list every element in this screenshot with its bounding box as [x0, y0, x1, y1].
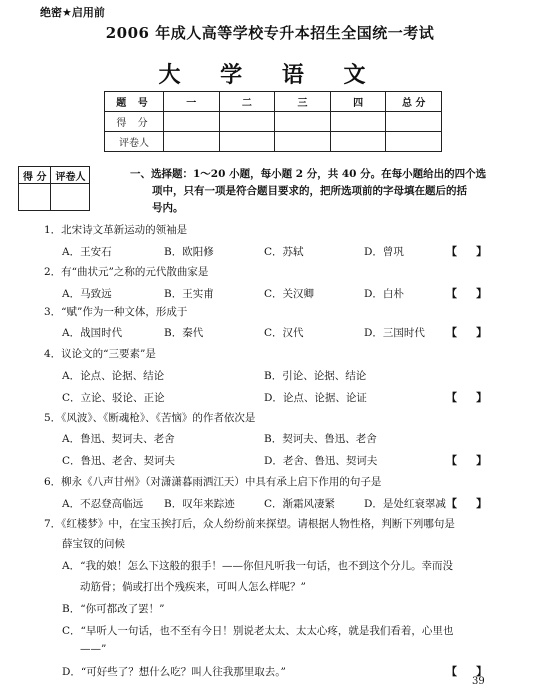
- score-cell: [275, 132, 331, 152]
- option-c: C．渐霜风凄紧: [264, 498, 336, 510]
- option-c: C．“早听人一句话，也不至有今日！别说老太太、太太心疼，就是我们看着，心里也: [62, 625, 454, 637]
- instruction-line: 项中，只有一项是符合题目要求的，把所选项前的字母填在题后的括: [152, 185, 467, 197]
- option-a-cont: 动筋骨；倘或打出个残疾来，可叫人怎么样呢？”: [80, 581, 306, 593]
- score-header-cell: 总 分: [386, 92, 442, 112]
- option-a: A．马致远: [62, 288, 112, 300]
- page-number: 39: [472, 676, 485, 687]
- section-instructions: [130, 166, 500, 217]
- question-stem: 5．《风波》、《断魂枪》、《苦恼》的作者依次是: [44, 412, 256, 424]
- question-stem: 2．有“曲状元”之称的元代散曲家是: [44, 266, 209, 278]
- answer-bracket[interactable]: 【 】: [446, 497, 488, 510]
- option-a: A．论点、论据、结论: [62, 370, 165, 382]
- option-d: D．是处红衰翠减: [364, 498, 446, 510]
- option-b: B．“你可都改了罢！”: [62, 603, 165, 615]
- option-d: D．论点、论据、论证: [264, 392, 367, 404]
- answer-bracket[interactable]: 【 】: [446, 245, 488, 258]
- question-stem: 4．议论文的“三要素”是: [44, 348, 156, 360]
- score-cell: [275, 112, 331, 132]
- option-d: D．“可好些了？想什么吃？叫人往我那里取去。”: [62, 666, 286, 678]
- score-cell: [219, 132, 275, 152]
- option-b: B．欧阳修: [164, 246, 214, 258]
- score-cell: [386, 112, 442, 132]
- answer-bracket[interactable]: 【 】: [446, 391, 488, 404]
- question-stem-cont: 薛宝钗的问候: [62, 538, 125, 550]
- option-c: C．苏轼: [264, 246, 304, 258]
- score-table-row: [105, 132, 442, 152]
- exam-title: 2006 年成人高等学校专升本招生全国统一考试: [105, 24, 435, 42]
- option-c: C．鲁迅、老舍、契诃夫: [62, 455, 176, 467]
- instruction-line: 一、选择题：1～20 小题，每小题 2 分，共 40 分。在每小题给出的四个选: [130, 168, 487, 180]
- option-c: C．立论、驳论、正论: [62, 392, 165, 404]
- option-b: B．叹年来踪迹: [164, 498, 235, 510]
- answer-bracket[interactable]: 【 】: [446, 454, 488, 467]
- option-b: B．契诃夫、鲁迅、老舍: [264, 433, 377, 445]
- option-d: D．曾巩: [364, 246, 404, 258]
- score-table-header-row: [105, 92, 442, 112]
- question-stem: 1．北宋诗文革新运动的领袖是: [44, 224, 188, 236]
- option-c-cont: ——”: [80, 643, 107, 655]
- score-cell: [164, 132, 220, 152]
- score-cell: [219, 112, 275, 132]
- question-stem: 7．《红楼梦》中，在宝玉挨打后，众人纷纷前来探望。请根据人物性格，判断下列哪句是: [44, 518, 455, 530]
- score-row-label: 评卷人: [105, 132, 164, 152]
- score-cell: [164, 112, 220, 132]
- score-header-cell: 三: [275, 92, 331, 112]
- answer-bracket[interactable]: 【 】: [446, 326, 488, 339]
- score-header-cell: 题 号: [105, 92, 164, 112]
- subject-title: 大 学 语 文: [158, 63, 382, 88]
- section-score-cell: [19, 184, 51, 211]
- answer-bracket[interactable]: 【 】: [446, 287, 488, 300]
- option-a: A．战国时代: [62, 327, 123, 339]
- score-cell: [386, 132, 442, 152]
- option-b: B．王实甫: [164, 288, 214, 300]
- section-grader-label: 评卷人: [51, 167, 90, 184]
- section-score-label: 得 分: [19, 167, 51, 184]
- option-a: A．不忍登高临远: [62, 498, 144, 510]
- answer-bracket[interactable]: 【 】: [446, 665, 488, 678]
- option-c: C．关汉卿: [264, 288, 315, 300]
- confidential-label: 绝密★启用前: [40, 6, 105, 19]
- score-cell: [330, 112, 386, 132]
- score-header-cell: 四: [330, 92, 386, 112]
- question-stem: 3．“赋”作为一种文体，形成于: [44, 306, 188, 318]
- option-b: B．引论、论据、结论: [264, 370, 367, 382]
- option-a: A．“我的娘！怎么下这般的狠手！——你但凡听我一句话，也不到这个分儿。幸而没: [62, 560, 453, 572]
- option-a: A．鲁迅、契诃夫、老舍: [62, 433, 175, 445]
- section-score-box: [18, 166, 90, 211]
- score-row-label: 得 分: [105, 112, 164, 132]
- score-table: [104, 91, 442, 152]
- option-d: D．三国时代: [364, 327, 425, 339]
- instruction-line: 号内。: [152, 202, 184, 214]
- option-c: C．汉代: [264, 327, 304, 339]
- score-header-cell: 一: [164, 92, 220, 112]
- score-header-cell: 二: [219, 92, 275, 112]
- option-d: D．老舍、鲁迅、契诃夫: [264, 455, 378, 467]
- option-b: B．秦代: [164, 327, 204, 339]
- option-d: D．白朴: [364, 288, 404, 300]
- option-a: A．王安石: [62, 246, 112, 258]
- question-stem: 6．柳永《八声甘州》（对潇潇暮雨洒江天）中具有承上启下作用的句子是: [44, 476, 382, 488]
- score-table-row: [105, 112, 442, 132]
- section-grader-cell: [51, 184, 90, 211]
- score-cell: [330, 132, 386, 152]
